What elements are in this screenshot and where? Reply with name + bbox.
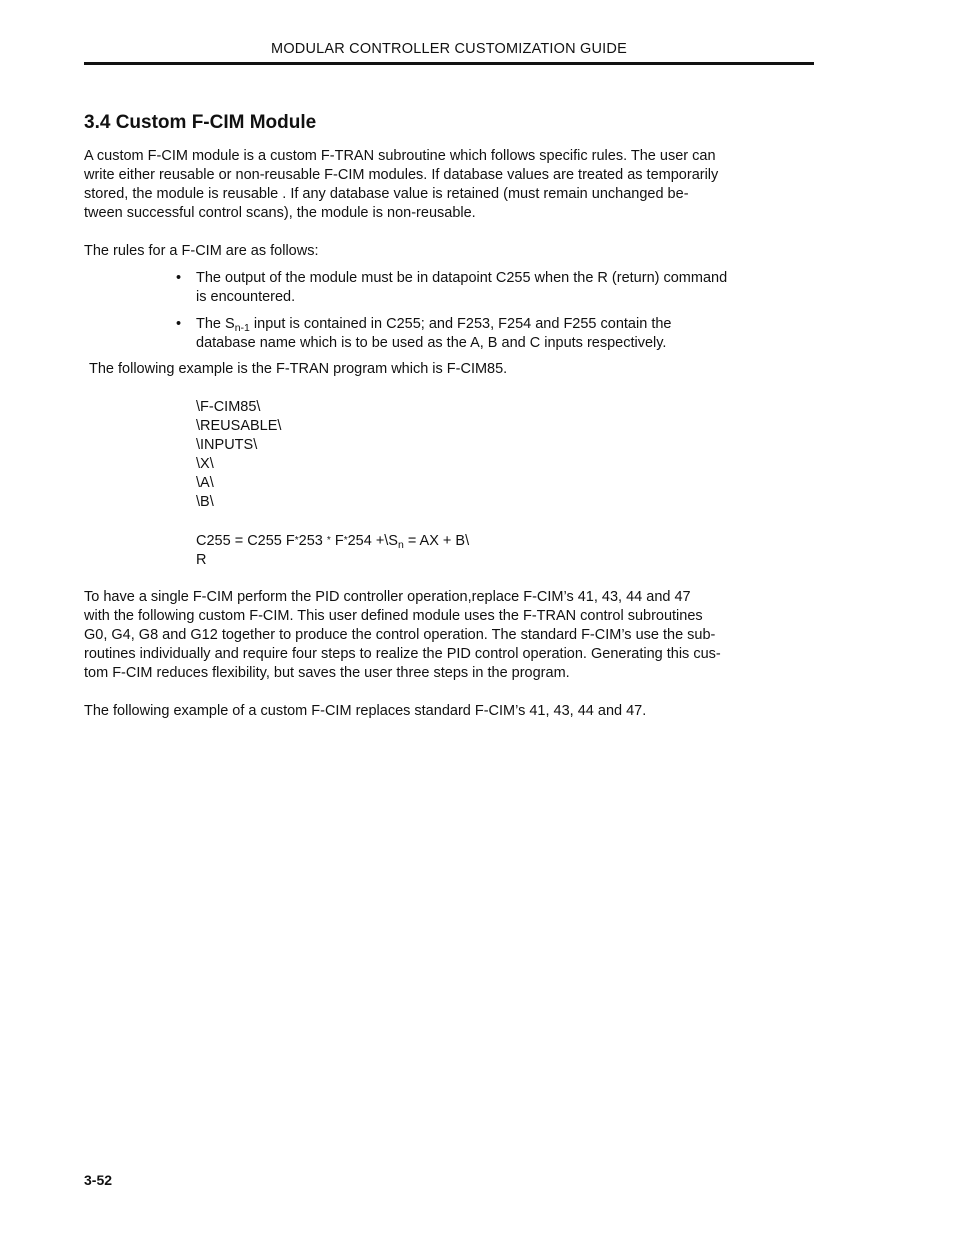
pid-line-1: To have a single F-CIM perform the PID controller operation,replace F-CIM’s 41, 43, 44 and 47 — [84, 589, 691, 605]
equation-part: 253 — [298, 533, 327, 549]
pid-line-2: with the following custom F-CIM. This user defined module uses the F-TRAN control subroutines — [84, 608, 703, 624]
intro-paragraph — [84, 147, 718, 223]
equation-part: 254 +\S — [347, 533, 398, 549]
bullet-text — [196, 269, 727, 307]
pid-line-3: G0, G4, G8 and G12 together to produce the control operation. The standard F-CIM’s use the sub- — [84, 627, 716, 643]
code-equation — [196, 531, 469, 551]
code-line: \REUSABLE\ — [196, 418, 282, 434]
code-line: \F-CIM85\ — [196, 399, 261, 415]
page-header-title: MODULAR CONTROLLER CUSTOMIZATION GUIDE — [271, 41, 627, 57]
pid-line-5: tom F-CIM reduces flexibility, but saves the user three steps in the program. — [84, 665, 570, 681]
code-blank-line — [196, 512, 469, 531]
code-return-line: R — [196, 552, 207, 568]
subscript: n-1 — [234, 322, 250, 334]
page-number: 3-52 — [84, 1172, 113, 1188]
pid-paragraph — [84, 588, 721, 683]
equation-part: C255 = C255 F — [196, 533, 295, 549]
multiply-star: * — [294, 535, 299, 546]
code-line: \A\ — [196, 475, 214, 491]
code-line: \B\ — [196, 494, 214, 510]
bullet-line — [196, 315, 671, 334]
multiply-star: * — [326, 535, 331, 546]
code-block — [196, 398, 469, 570]
rules-intro: The rules for a F-CIM are as follows: — [84, 243, 319, 259]
bullet-line: is encountered. — [196, 289, 296, 305]
bullet-line: The output of the module must be in datapoint C255 when the R (return) command — [196, 270, 728, 286]
code-line: \X\ — [196, 456, 214, 472]
intro-line-1: A custom F-CIM module is a custom F-TRAN subroutine which follows specific rules. The user can — [84, 148, 716, 164]
page-header — [84, 40, 814, 65]
subscript: n — [397, 539, 404, 551]
bullet-dot: • — [176, 316, 182, 332]
equation-part: F — [330, 533, 344, 549]
equation-part: = AX + B\ — [403, 533, 470, 549]
multiply-star: * — [343, 535, 348, 546]
bullet-prefix: The S — [196, 316, 235, 332]
closing-paragraph: The following example of a custom F-CIM replaces standard F-CIM’s 41, 43, 44 and 47. — [84, 703, 647, 719]
bullet-suffix: input is contained in C255; and F253, F254 and F255 contain the — [249, 316, 672, 332]
code-line: \INPUTS\ — [196, 437, 258, 453]
intro-line-3: stored, the module is reusable . If any database value is retained (must remain unchanged be- — [84, 186, 689, 202]
pid-line-4: routines individually and require four steps to realize the PID control operation. Generating this cus- — [84, 646, 721, 662]
intro-line-4: tween successful control scans), the module is non-reusable. — [84, 205, 476, 221]
intro-line-2: write either reusable or non-reusable F-CIM modules. If database values are treated as temporarily — [84, 167, 719, 183]
bullet-dot: • — [176, 270, 182, 286]
bullet-line: database name which is to be used as the A, B and C inputs respectively. — [196, 335, 667, 351]
example-intro: The following example is the F-TRAN program which is F-CIM85. — [89, 361, 508, 377]
bullet-text — [196, 315, 671, 353]
section-title: 3.4 Custom F-CIM Module — [84, 112, 317, 133]
